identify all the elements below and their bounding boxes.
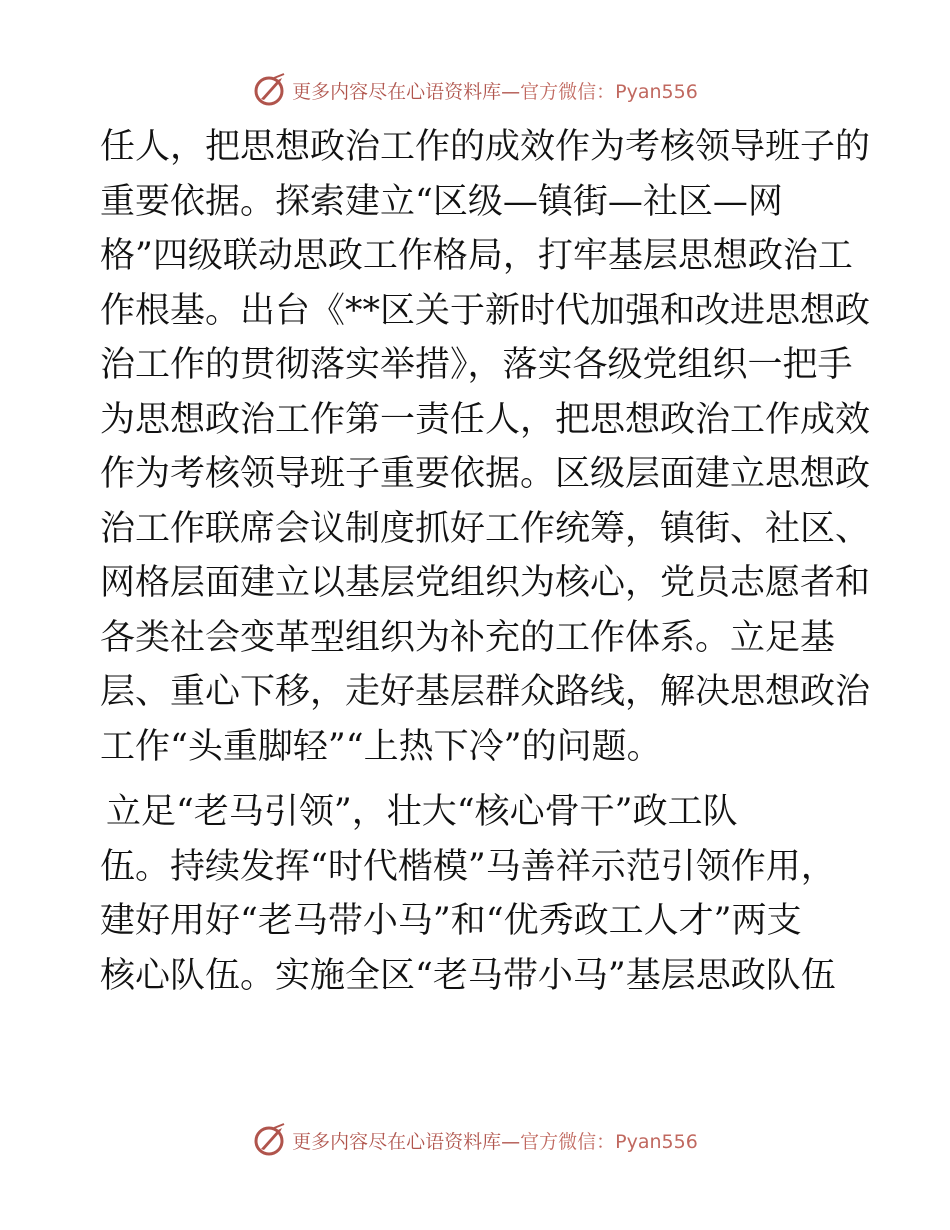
text-line: 建好用好“老马带小马”和“优秀政工人才”两支 <box>100 901 802 941</box>
text-line: 各类社会变革型组织为补充的工作体系。立足基 <box>100 617 836 658</box>
text-line: 立足“老马引领”，壮大“核心骨干”政工队 <box>106 792 738 832</box>
quill-pen-logo-icon <box>252 1122 288 1158</box>
footer-watermark <box>0 1120 950 1160</box>
watermark-text <box>292 1127 698 1154</box>
watermark-text <box>292 77 698 104</box>
text-line: 作为考核领导班子重要依据。区级层面建立思想政 <box>100 454 871 494</box>
text-line: 重要依据。探索建立“区级—镇街—社区—网 <box>100 181 783 222</box>
header-watermark <box>0 70 950 110</box>
watermark-separator: — <box>501 1130 521 1153</box>
text-line: 格”四级联动思政工作格局，打牢基层思想政治工 <box>100 236 853 276</box>
text-line: 为思想政治工作第一责任人，把思想政治工作成效 <box>100 399 871 440</box>
watermark-contact: 官方微信：Pyan556 <box>520 1130 698 1153</box>
watermark-main: 更多内容尽在心语资料库 <box>292 80 502 103</box>
quill-pen-logo-icon <box>252 72 288 108</box>
text-line: 伍。持续发挥“时代楷模”马善祥示范引领作用， <box>100 846 836 887</box>
text-line: 治工作的贯彻落实举措》，落实各级党组织一把手 <box>100 345 853 385</box>
paragraph-1 <box>100 120 871 774</box>
paragraph-gap <box>100 774 850 785</box>
text-line: 治工作联席会议制度抓好工作统筹，镇街、社区、 <box>100 508 871 549</box>
watermark-separator: — <box>501 80 521 103</box>
text-line: 工作“头重脚轻”“上热下冷”的问题。 <box>100 726 662 767</box>
document-body <box>100 120 871 1003</box>
text-line: 任人，把思想政治工作的成效作为考核领导班子的 <box>100 127 871 167</box>
text-line: 核心队伍。实施全区“老马带小马”基层思政队伍 <box>100 955 836 996</box>
watermark-contact: 官方微信：Pyan556 <box>520 80 698 103</box>
text-line: 层、重心下移，走好基层群众路线，解决思想政治 <box>100 672 871 712</box>
watermark-main: 更多内容尽在心语资料库 <box>292 1130 502 1153</box>
text-line: 网格层面建立以基层党组织为核心，党员志愿者和 <box>100 563 871 603</box>
text-line: 作根基。出台《**区关于新时代加强和改进思想政 <box>100 290 871 331</box>
paragraph-2 <box>100 785 850 1003</box>
